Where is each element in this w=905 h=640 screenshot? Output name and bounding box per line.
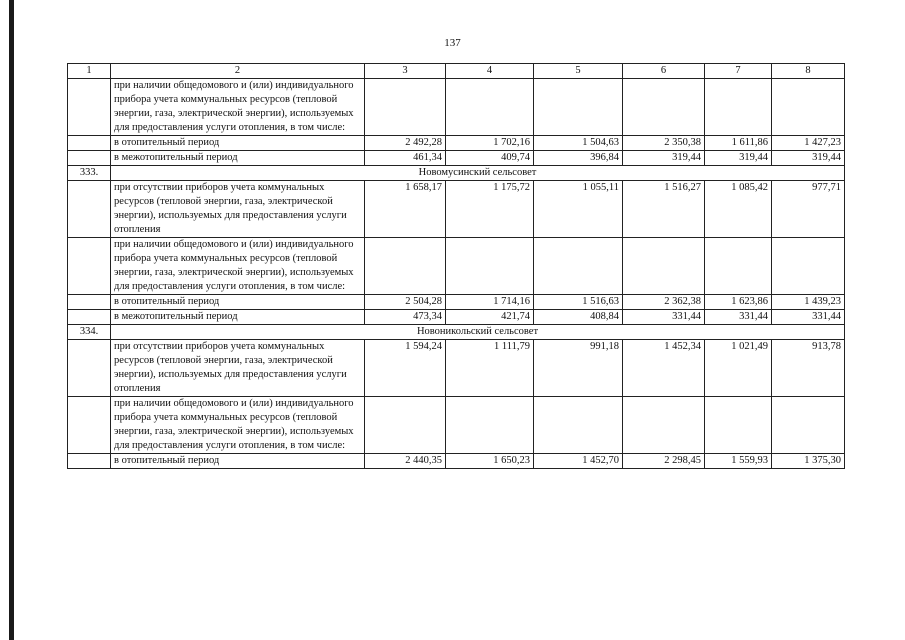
value-cell: 2 492,28 (365, 136, 446, 151)
table-row (68, 397, 845, 454)
value-cell: 1 111,79 (446, 340, 534, 397)
section-index: 334. (68, 325, 111, 340)
value-cell: 1 594,24 (365, 340, 446, 397)
row-label: при наличии общедомового и (или) индивидуального прибора учета коммунальных ресурсов (тепловой энергии, газа, электрической энергии), используемых для предоставления услуги отопления, в том числе: (111, 79, 365, 136)
page-number: 137 (444, 37, 461, 49)
row-index-cell (68, 340, 111, 397)
page-edge-bar (9, 0, 14, 640)
value-cell: 1 714,16 (446, 295, 534, 310)
table-row (68, 310, 845, 325)
value-cell: 1 658,17 (365, 181, 446, 238)
value-cell: 409,74 (446, 151, 534, 166)
value-cell (623, 238, 705, 295)
row-index-cell (68, 238, 111, 295)
value-cell (534, 79, 623, 136)
row-index-cell (68, 151, 111, 166)
value-cell: 1 516,63 (534, 295, 623, 310)
col-header: 6 (623, 64, 705, 79)
value-cell: 319,44 (772, 151, 845, 166)
value-cell (705, 397, 772, 454)
value-cell: 319,44 (623, 151, 705, 166)
value-cell: 1 375,30 (772, 454, 845, 469)
value-cell: 1 452,70 (534, 454, 623, 469)
table-row (68, 295, 845, 310)
row-index-cell (68, 397, 111, 454)
value-cell (446, 79, 534, 136)
col-header: 2 (111, 64, 365, 79)
value-cell: 913,78 (772, 340, 845, 397)
header-row (68, 64, 845, 79)
value-cell (365, 397, 446, 454)
section-index: 333. (68, 166, 111, 181)
value-cell (446, 397, 534, 454)
value-cell: 1 427,23 (772, 136, 845, 151)
row-label: при наличии общедомового и (или) индивидуального прибора учета коммунальных ресурсов (тепловой энергии, газа, электрической энергии), используемых для предоставления услуги отопления, в том числе: (111, 238, 365, 295)
value-cell: 2 298,45 (623, 454, 705, 469)
table-row (68, 454, 845, 469)
col-header: 4 (446, 64, 534, 79)
row-label: при отсутствии приборов учета коммунальных ресурсов (тепловой энергии, газа, электрической энергии), используемых для предоставления услуги отопления (111, 181, 365, 238)
col-header: 1 (68, 64, 111, 79)
value-cell: 2 362,38 (623, 295, 705, 310)
value-cell: 1 085,42 (705, 181, 772, 238)
row-label: в межотопительный период (111, 151, 365, 166)
section-header-row (68, 166, 845, 181)
table-row (68, 238, 845, 295)
value-cell: 421,74 (446, 310, 534, 325)
value-cell (446, 238, 534, 295)
value-cell: 1 516,27 (623, 181, 705, 238)
value-cell: 1 611,86 (705, 136, 772, 151)
row-index-cell (68, 181, 111, 238)
value-cell: 331,44 (772, 310, 845, 325)
value-cell: 1 055,11 (534, 181, 623, 238)
table-row (68, 181, 845, 238)
value-cell: 408,84 (534, 310, 623, 325)
value-cell (772, 79, 845, 136)
value-cell (705, 79, 772, 136)
value-cell: 977,71 (772, 181, 845, 238)
value-cell (623, 79, 705, 136)
col-header: 8 (772, 64, 845, 79)
section-header-row (68, 325, 845, 340)
table-row (68, 136, 845, 151)
value-cell (534, 238, 623, 295)
row-label: при отсутствии приборов учета коммунальных ресурсов (тепловой энергии, газа, электрической энергии), используемых для предоставления услуги отопления (111, 340, 365, 397)
value-cell: 1 439,23 (772, 295, 845, 310)
value-cell: 1 559,93 (705, 454, 772, 469)
value-cell: 1 650,23 (446, 454, 534, 469)
value-cell (772, 238, 845, 295)
row-label: в отопительный период (111, 136, 365, 151)
row-index-cell (68, 79, 111, 136)
value-cell (365, 238, 446, 295)
row-label: в отопительный период (111, 295, 365, 310)
value-cell: 2 350,38 (623, 136, 705, 151)
col-header: 5 (534, 64, 623, 79)
tariff-table (67, 63, 845, 469)
value-cell (623, 397, 705, 454)
value-cell: 331,44 (623, 310, 705, 325)
value-cell: 1 452,34 (623, 340, 705, 397)
value-cell: 1 175,72 (446, 181, 534, 238)
value-cell: 2 440,35 (365, 454, 446, 469)
value-cell: 991,18 (534, 340, 623, 397)
value-cell: 1 623,86 (705, 295, 772, 310)
col-header: 7 (705, 64, 772, 79)
row-label: в отопительный период (111, 454, 365, 469)
value-cell: 1 504,63 (534, 136, 623, 151)
value-cell: 396,84 (534, 151, 623, 166)
value-cell: 2 504,28 (365, 295, 446, 310)
row-label: в межотопительный период (111, 310, 365, 325)
value-cell: 461,34 (365, 151, 446, 166)
section-name: Новомусинский сельсовет (111, 166, 845, 181)
row-index-cell (68, 310, 111, 325)
table-row (68, 151, 845, 166)
value-cell: 1 702,16 (446, 136, 534, 151)
col-header: 3 (365, 64, 446, 79)
row-label: при наличии общедомового и (или) индивидуального прибора учета коммунальных ресурсов (тепловой энергии, газа, электрической энергии), используемых для предоставления услуги отопления, в том числе: (111, 397, 365, 454)
value-cell (705, 238, 772, 295)
row-index-cell (68, 454, 111, 469)
value-cell: 319,44 (705, 151, 772, 166)
row-index-cell (68, 136, 111, 151)
value-cell: 1 021,49 (705, 340, 772, 397)
value-cell: 331,44 (705, 310, 772, 325)
table-row (68, 79, 845, 136)
value-cell (365, 79, 446, 136)
value-cell (534, 397, 623, 454)
row-index-cell (68, 295, 111, 310)
section-name: Новоникольский сельсовет (111, 325, 845, 340)
value-cell: 473,34 (365, 310, 446, 325)
table-row (68, 340, 845, 397)
value-cell (772, 397, 845, 454)
